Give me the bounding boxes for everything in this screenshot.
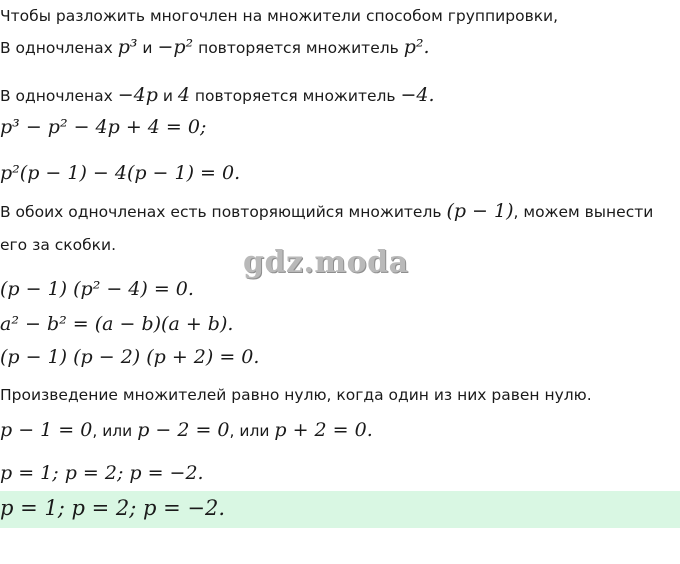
text-segment: , или: [92, 422, 138, 440]
text-line-factor-out: [0, 200, 653, 222]
equation-1: p³ − p² − 4p + 4 = 0;: [0, 116, 207, 138]
math-inline: (p − 1): [446, 200, 514, 222]
text-segment: В одночленах: [0, 87, 118, 105]
text-segment: В одночленах: [0, 39, 118, 57]
answer-text: p = 1; p = 2; p = −2.: [0, 496, 226, 520]
watermark-logo: gdz.moda: [243, 245, 409, 280]
answer-box: [0, 491, 680, 528]
text-segment: В обоих одночленах есть повторяющийся множитель: [0, 203, 447, 221]
math-inline: p − 2 = 0: [137, 419, 230, 441]
equation-2: p²(p − 1) − 4(p − 1) = 0.: [0, 162, 241, 184]
math-inline: −4p: [117, 84, 158, 106]
text-line-zero-product: Произведение множителей равно нулю, когда один из них равен нулю.: [0, 386, 592, 404]
math-inline: −p²: [157, 36, 194, 58]
text-line-common-factor-1: [0, 36, 430, 58]
text-segment: , или: [229, 422, 275, 440]
text-segment: и: [137, 39, 158, 57]
text-segment: повторяется множитель: [193, 39, 404, 57]
math-inline: 4: [177, 84, 190, 106]
text-segment: , можем вынести: [513, 203, 654, 221]
text-line-intro: Чтобы разложить многочлен на множители способом группировки,: [0, 7, 559, 25]
math-inline: −4.: [400, 84, 435, 106]
text-segment: и: [157, 87, 178, 105]
equation-6: [0, 419, 373, 441]
text-line-common-factor-2: [0, 84, 435, 106]
equation-3: (p − 1) (p² − 4) = 0.: [0, 278, 194, 300]
equation-5: (p − 1) (p − 2) (p + 2) = 0.: [0, 346, 260, 368]
math-inline: p + 2 = 0.: [274, 419, 373, 441]
math-inline: p³: [117, 36, 138, 58]
math-inline: p².: [403, 36, 430, 58]
equation-4: a² − b² = (a − b)(a + b).: [0, 313, 234, 335]
math-inline: p − 1 = 0: [0, 419, 93, 441]
text-line-brackets: его за скобки.: [0, 236, 117, 254]
text-segment: повторяется множитель: [189, 87, 401, 105]
equation-7: p = 1; p = 2; p = −2.: [0, 462, 204, 484]
